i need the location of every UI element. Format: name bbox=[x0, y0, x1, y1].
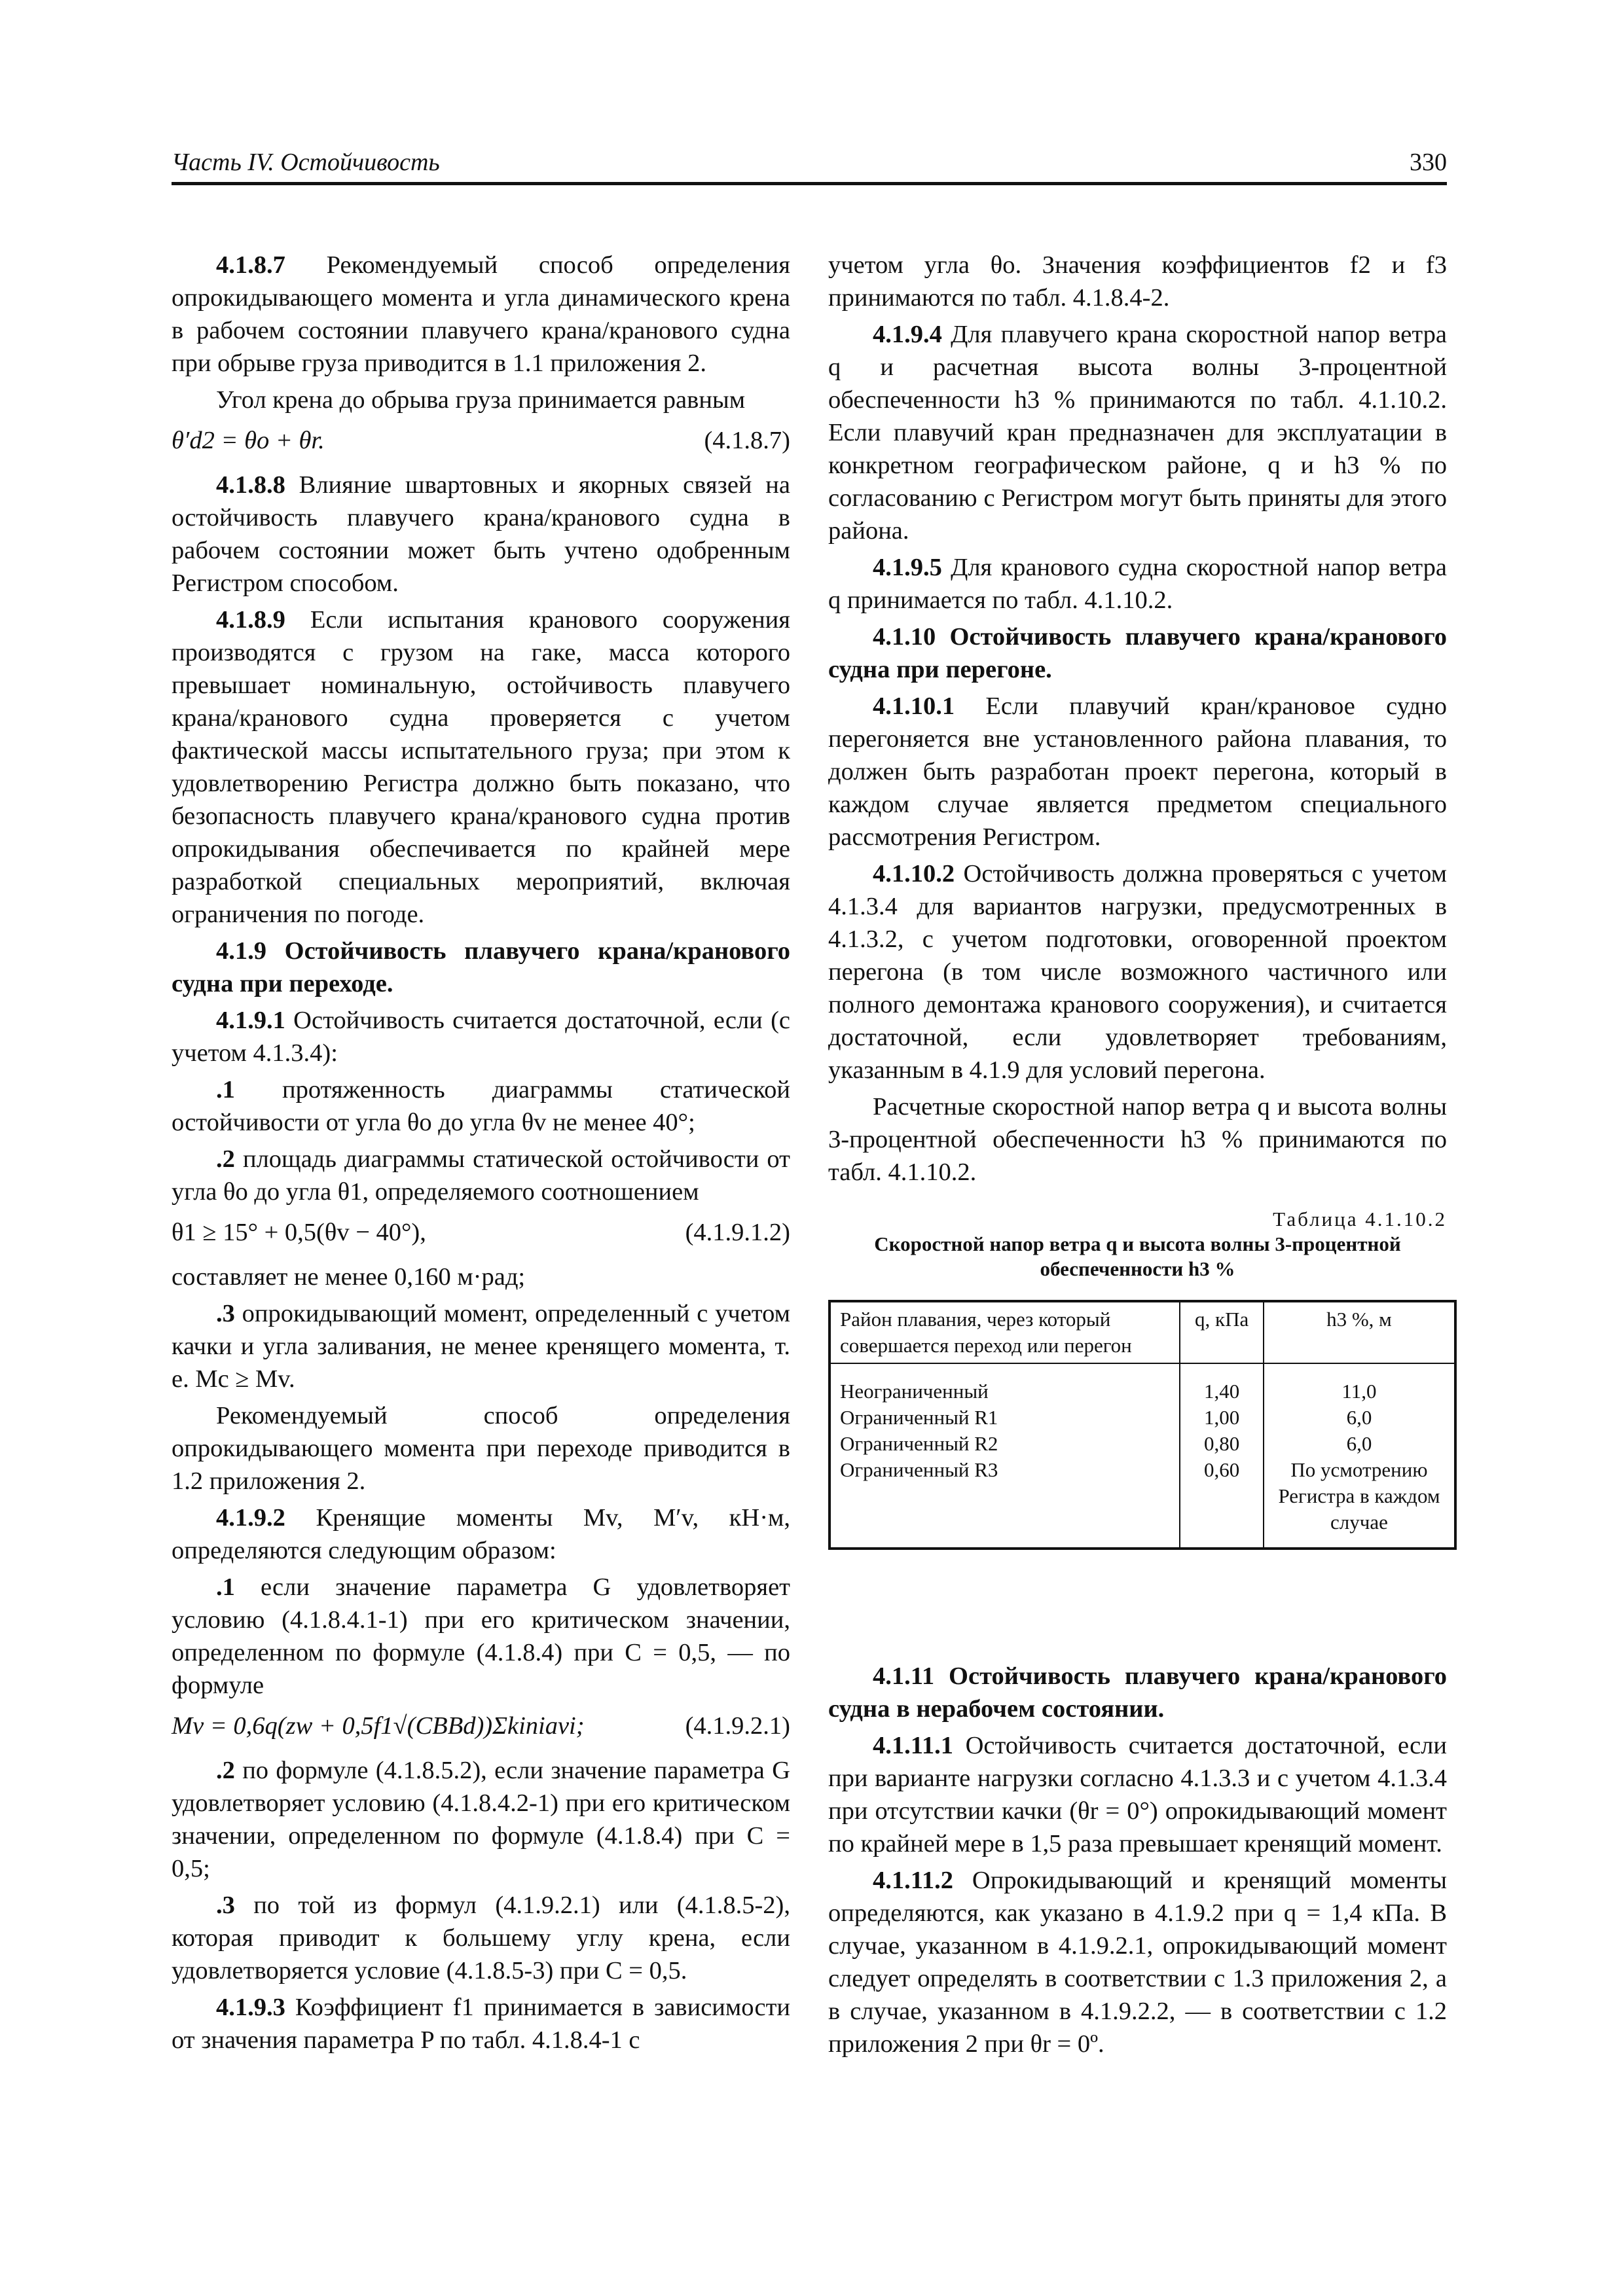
clause-number: 4.1.8.8 bbox=[216, 471, 285, 499]
section-heading-4-1-9: 4.1.9 Остойчивость плавучего крана/кранового судна при переходе. bbox=[172, 937, 790, 997]
clause-number: 4.1.10.1 bbox=[873, 692, 955, 720]
table-cell: По усмотрению Регистра в каждом случае bbox=[1278, 1458, 1440, 1534]
clause-number: 4.1.9.2 bbox=[216, 1504, 285, 1532]
table-cell: 0,80 bbox=[1204, 1432, 1240, 1455]
formula-number: (4.1.8.7) bbox=[704, 427, 790, 454]
formula-4-1-9-2-1 bbox=[172, 1710, 790, 1742]
item-number: .1 bbox=[216, 1573, 235, 1601]
right-column bbox=[828, 249, 1447, 1550]
page-number: 330 bbox=[1410, 149, 1447, 176]
clause-number: 4.1.8.7 bbox=[216, 251, 285, 279]
paragraph-4-1-9-4 bbox=[828, 318, 1447, 547]
formula-expression: Mv = 0,6q(zw + 0,5f1√(CBBd))Σkiniavi; bbox=[172, 1712, 585, 1740]
clause-number: 4.1.9.3 bbox=[216, 1994, 285, 2021]
paragraph: Рекомендуемый способ определения опрокидывающего момента при переходе приводится в 1.2 приложения 2. bbox=[172, 1402, 790, 1495]
item-number: .3 bbox=[216, 1300, 235, 1327]
formula-4-1-9-1-2 bbox=[172, 1216, 790, 1249]
paragraph-4-1-8-9 bbox=[172, 603, 790, 931]
paragraph: составляет не менее 0,160 м·рад; bbox=[172, 1263, 526, 1291]
table-cell: Ограниченный R3 bbox=[840, 1458, 998, 1481]
wind-wave-table bbox=[828, 1300, 1457, 1550]
paragraph-4-1-9-5 bbox=[828, 551, 1447, 617]
table-cell: Ограниченный R1 bbox=[840, 1406, 998, 1429]
paragraph-text: Коэффициент f1 принимается в зависимости от значения параметра P по табл. 4.1.8.4-1 с bbox=[172, 1994, 790, 2054]
list-item-2 bbox=[172, 1143, 790, 1208]
table-cell: 6,0 bbox=[1346, 1406, 1372, 1429]
list-item-3 bbox=[172, 1297, 790, 1395]
section-heading-4-1-11: 4.1.11 Остойчивость плавучего крана/кранового судна в нерабочем состоянии. bbox=[828, 1662, 1447, 1723]
table-cell: Неограниченный bbox=[840, 1380, 989, 1403]
paragraph-text: Если плавучий кран/крановое судно перегоняется вне установленного района плавания, то должен быть разработан проект перегона, который в каждом случае является предметом специального рассмотрения Регистром. bbox=[828, 692, 1447, 851]
formula-expression: θ′d2 = θo + θr. bbox=[172, 427, 325, 454]
paragraph-text: Если испытания кранового сооружения производятся с грузом на гаке, масса которого превышает номинальную, остойчивость плавучего крана/кранового судна проверяется с учетом фактической массы испытательного груза; при этом к удовлетворению Регистра должно быть показано, что безопасность плавучего крана/кранового судна против опрокидывания обеспечивается по крайней мере разработкой специальных мероприятий, включая ограничения по погоде. bbox=[172, 606, 790, 928]
item-number: .2 bbox=[216, 1757, 235, 1784]
left-column bbox=[172, 249, 790, 2060]
paragraph-text: Для плавучего крана скоростной напор ветра q и расчетная высота волны 3-процентной обеспеченности h3 % принимаются по табл. 4.1.10.2. Если плавучий кран предназначен для эксплуатации в конкретном географическом районе, q и h3 % по согласованию с Регистром могут быть приняты для этого района. bbox=[828, 321, 1447, 545]
paragraph-text: Остойчивость должна проверяться с учетом 4.1.3.4 для вариантов нагрузки, предусмотренных в 4.1.3.2, с учетом подготовки, оговоренной проектом перегона (в том числе возможного частичного или полного демонтажа кранового сооружения), и считается достаточной, если удовлетворяет требованиям, указанным в 4.1.9 для условий перегона. bbox=[828, 860, 1447, 1084]
clause-number: 4.1.10.2 bbox=[873, 860, 955, 888]
paragraph-4-1-11-1 bbox=[828, 1729, 1447, 1860]
item-number: .3 bbox=[216, 1892, 235, 1919]
table-cell: 1,00 bbox=[1204, 1406, 1240, 1429]
column-header-q: q, кПа bbox=[1180, 1301, 1264, 1363]
clause-number: 4.1.9.1 bbox=[216, 1007, 285, 1034]
table-cell: 11,0 bbox=[1341, 1380, 1377, 1403]
paragraph: Расчетные скоростной напор ветра q и высота волны 3-процентной обеспеченности h3 % принимаются по табл. 4.1.10.2. bbox=[828, 1093, 1447, 1186]
item-text: по формуле (4.1.8.5.2), если значение параметра G удовлетворяет условию (4.1.8.4.2-1) при его критическом значении, определенном по формуле (4.1.8.4) при C = 0,5; bbox=[172, 1757, 790, 1882]
list-item-2 bbox=[172, 1754, 790, 1885]
list-item-3 bbox=[172, 1889, 790, 1987]
page-header bbox=[172, 143, 1447, 185]
paragraph-4-1-8-7 bbox=[172, 249, 790, 380]
table-body bbox=[830, 1363, 1455, 1549]
item-text: если значение параметра G удовлетворяет условию (4.1.8.4.1-1) при его критическом значении, определенном по формуле (4.1.8.4) при C = 0,5, — по формуле bbox=[172, 1573, 790, 1699]
right-column-lower bbox=[828, 1659, 1447, 2064]
item-text: опрокидывающий момент, определенный с учетом качки и угла заливания, не менее кренящего момента, т. е. Mc ≥ Mv. bbox=[172, 1300, 790, 1393]
item-text: площадь диаграммы статической остойчивости от угла θo до угла θ1, определяемого соотношением bbox=[172, 1145, 790, 1206]
paragraph-4-1-10-2 bbox=[828, 857, 1447, 1086]
paragraph-4-1-9-1 bbox=[172, 1004, 790, 1069]
table-cell: Ограниченный R2 bbox=[840, 1432, 998, 1455]
table-cell: 1,40 bbox=[1204, 1380, 1240, 1403]
clause-number: 4.1.8.9 bbox=[216, 606, 285, 634]
formula-4-1-8-7 bbox=[172, 424, 790, 457]
paragraph-text: Опрокидывающий и кренящий моменты определяются, как указано в 4.1.9.2 при q = 1,4 кПа. В случае, указанном в 4.1.9.2.1, опрокидывающий момент следует определять в соответствии с 1.3 приложения 2, а в случае, указанном в 4.1.9.2.2, — в соответствии с 1.2 приложения 2 при θr = 0º. bbox=[828, 1867, 1447, 2058]
item-text: протяженность диаграммы статической остойчивости от угла θo до угла θv не менее 40°; bbox=[172, 1076, 790, 1136]
paragraph-text: Для кранового судна скоростной напор ветра q принимается по табл. 4.1.10.2. bbox=[828, 554, 1447, 614]
paragraph-text: Кренящие моменты Mv, M′v, кН·м, определяются следующим образом: bbox=[172, 1504, 790, 1564]
paragraph-4-1-10-1 bbox=[828, 690, 1447, 853]
list-item-1 bbox=[172, 1571, 790, 1702]
paragraph-4-1-11-2 bbox=[828, 1864, 1447, 2060]
list-item-1 bbox=[172, 1073, 790, 1139]
paragraph: учетом угла θo. Значения коэффициентов f2 и f3 принимаются по табл. 4.1.8.4-2. bbox=[828, 251, 1447, 312]
formula-expression: θ1 ≥ 15° + 0,5(θv − 40°), bbox=[172, 1219, 426, 1246]
table-header-row bbox=[830, 1301, 1455, 1363]
paragraph-text: Остойчивость считается достаточной, если при варианте нагрузки согласно 4.1.3.3 и с учетом 4.1.3.4 при отсутствии качки (θr = 0°) опрокидывающий момент по крайней мере в 1,5 раза превышает кренящий момент. bbox=[828, 1732, 1447, 1857]
clause-number: 4.1.11.2 bbox=[873, 1867, 954, 1894]
clause-number: 4.1.9.4 bbox=[873, 321, 942, 348]
table-cell: 0,60 bbox=[1204, 1458, 1240, 1481]
paragraph-4-1-8-8 bbox=[172, 469, 790, 600]
clause-number: 4.1.11.1 bbox=[873, 1732, 954, 1759]
column-header-area: Район плавания, через который совершается переход или перегон bbox=[830, 1301, 1180, 1363]
section-heading-4-1-10: 4.1.10 Остойчивость плавучего крана/кранового судна при перегоне. bbox=[828, 623, 1447, 683]
table-title: Скоростной напор ветра q и высота волны 3-процентной обеспеченности h3 % bbox=[874, 1232, 1401, 1280]
table-caption: Таблица 4.1.10.2 bbox=[1273, 1208, 1447, 1230]
clause-number: 4.1.9.5 bbox=[873, 554, 942, 581]
paragraph-text: Рекомендуемый способ определения опрокидывающего момента и угла динамического крена в рабочем состоянии плавучего крана/кранового судна при обрыве груза приводится в 1.1 приложения 2. bbox=[172, 251, 790, 377]
item-number: .2 bbox=[216, 1145, 235, 1173]
item-number: .1 bbox=[216, 1076, 235, 1103]
paragraph-4-1-9-3 bbox=[172, 1991, 790, 2056]
table-cell: 6,0 bbox=[1346, 1432, 1372, 1455]
paragraph: Угол крена до обрыва груза принимается равным bbox=[216, 386, 746, 414]
paragraph-text: Остойчивость считается достаточной, если (с учетом 4.1.3.4): bbox=[172, 1007, 790, 1067]
column-header-h3: h3 %, м bbox=[1264, 1301, 1455, 1363]
formula-number: (4.1.9.1.2) bbox=[685, 1219, 790, 1246]
section-title: Часть IV. Остойчивость bbox=[172, 149, 440, 176]
item-text: по той из формул (4.1.9.2.1) или (4.1.8.5-2), которая приводит к большему углу крена, если удовлетворяется условие (4.1.8.5-3) при C = 0,5. bbox=[172, 1892, 790, 1984]
formula-number: (4.1.9.2.1) bbox=[685, 1712, 790, 1740]
paragraph-4-1-9-2 bbox=[172, 1501, 790, 1567]
paragraph-text: Влияние швартовных и якорных связей на остойчивость плавучего крана/кранового судна в рабочем состоянии может быть учтено одобренным Регистром способом. bbox=[172, 471, 790, 597]
